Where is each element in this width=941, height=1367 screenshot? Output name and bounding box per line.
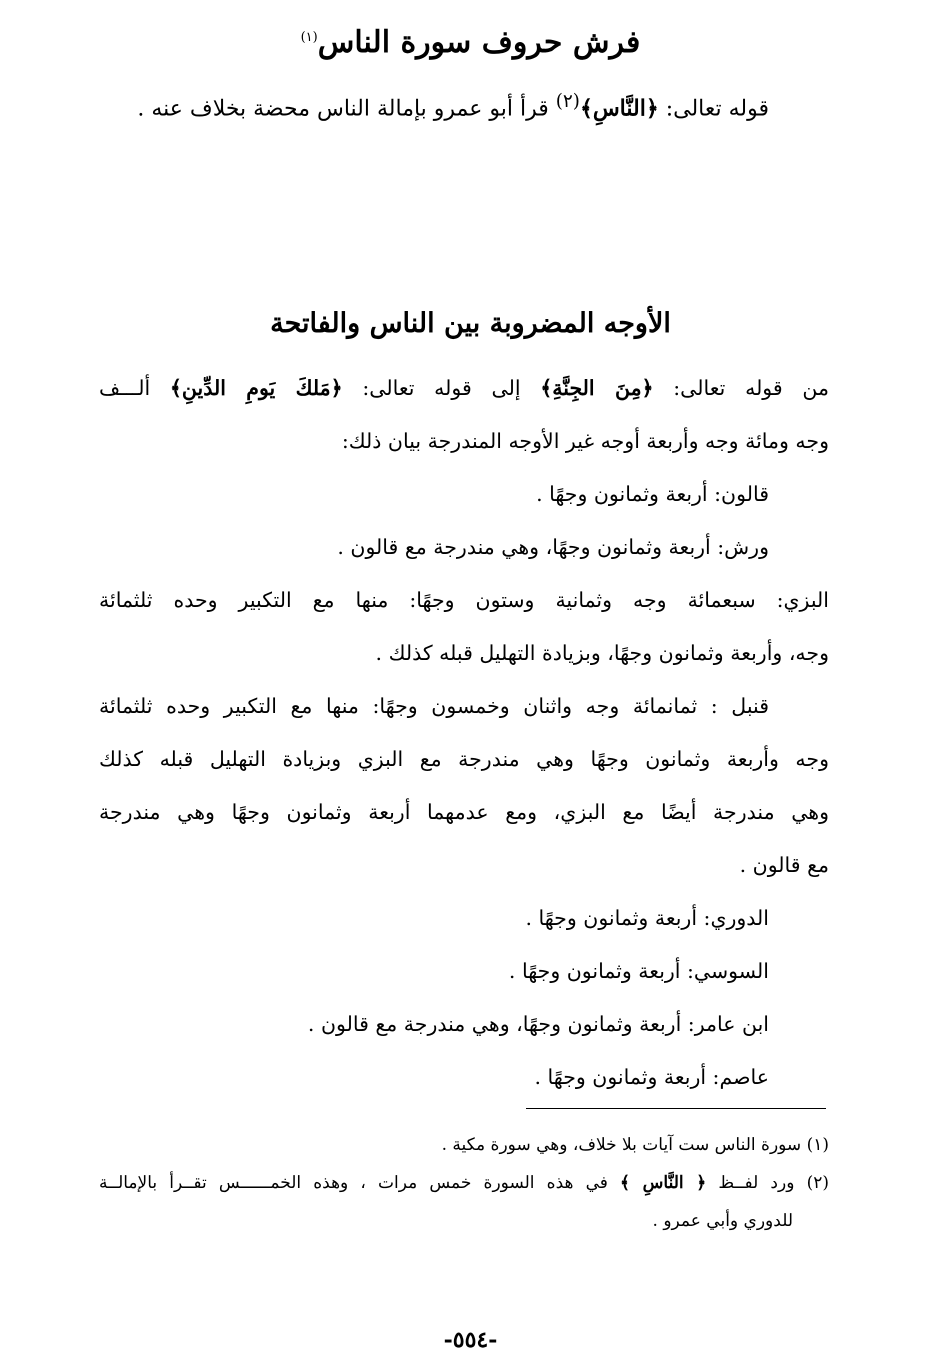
chapter-title-text: فرش حروف سورة الناس <box>317 25 641 60</box>
body-line-asim: عاصم: أربعة وثمانون وجهًا . <box>534 1065 769 1089</box>
body-line-warsh: ورش: أربعة وثمانون وجهًا، وهي مندرجة مع قالون . <box>337 535 769 559</box>
body-line-2: وجه ومائة وجه وأربعة أوجه غير الأوجه المندرجة بيان ذلك: <box>341 429 829 453</box>
body-line-10: مع قالون . <box>739 853 829 877</box>
footnote-2-continued: للدوري وأبي عمرو . <box>652 1211 793 1231</box>
quran-quote-b: ﴿مَلكَ يَومِ الدِّينِ﴾ <box>169 376 343 400</box>
body-line-8: وجه وأربعة وثمانون وجهًا وهي مندرجة مع البزي وبزيادة التهليل قبله كذلك <box>99 747 829 771</box>
footnote-ref-2: (٢) <box>555 91 580 112</box>
body-line-6: وجه، وأربعة وثمانون وجهًا، وبزيادة التهليل قبله كذلك . <box>375 641 829 665</box>
body-line-1-a: من قوله تعالى: <box>653 376 829 400</box>
footnote-1: (١) سورة الناس ست آيات بلا خلاف، وهي سورة مكية . <box>441 1135 829 1155</box>
quran-quote: ﴿النَّاسِ﴾ <box>579 95 659 122</box>
footnote-2 <box>99 1164 829 1202</box>
footnotes <box>99 1126 829 1240</box>
footnote-2-quran: ﴿ النَّاسِ ﴾ <box>620 1173 707 1193</box>
body-line-1-c: ألـــف <box>99 376 170 400</box>
footnote-2-b: في هذه السورة خمس مرات ، وهذه الخمــــــس تقــرأ بالإمالــة <box>99 1173 621 1193</box>
body-line-1-b: إلى قوله تعالى: <box>342 376 541 400</box>
footnote-ref-1: (١) <box>300 30 318 45</box>
intro-lead: قوله تعالى: <box>658 96 769 122</box>
page-number: -٥٥٤- <box>443 1327 498 1353</box>
body-line-bazzi: البزي: سبعمائة وجه وثمانية وستون وجهًا: منها مع التكبير وحده ثلثمائة <box>99 588 829 612</box>
body-line-ibn-amir: ابن عامر: أربعة وثمانون وجهًا، وهي مندرجة مع قالون . <box>307 1012 769 1036</box>
body-line-9: وهي مندرجة أيضًا مع البزي، ومع عدمهما أربعة وثمانون وجهًا وهي مندرجة <box>99 800 829 824</box>
body-line-duri: الدوري: أربعة وثمانون وجهًا . <box>525 906 769 930</box>
body-text <box>99 362 829 1104</box>
chapter-title <box>0 14 941 67</box>
footnote-divider <box>526 1108 826 1109</box>
footnote-2-a: (٢) ورد لفــظ <box>706 1173 829 1193</box>
intro-rest: قرأ أبو عمرو بإمالة الناس محضة بخلاف عنه . <box>137 96 556 122</box>
body-line-1 <box>99 362 829 415</box>
intro-paragraph <box>69 82 769 129</box>
body-line-susi: السوسي: أربعة وثمانون وجهًا . <box>508 959 769 983</box>
quran-quote-a: ﴿مِنَ الجِنَّةِ﴾ <box>540 376 654 400</box>
section-heading: الأوجه المضروبة بين الناس والفاتحة <box>270 308 671 339</box>
body-line-qunbul: قنبل : ثمانمائة وجه واثنان وخمسون وجهًا: منها مع التكبير وحده ثلثمائة <box>99 694 769 718</box>
body-line-qalun: قالون: أربعة وثمانون وجهًا . <box>536 482 769 506</box>
